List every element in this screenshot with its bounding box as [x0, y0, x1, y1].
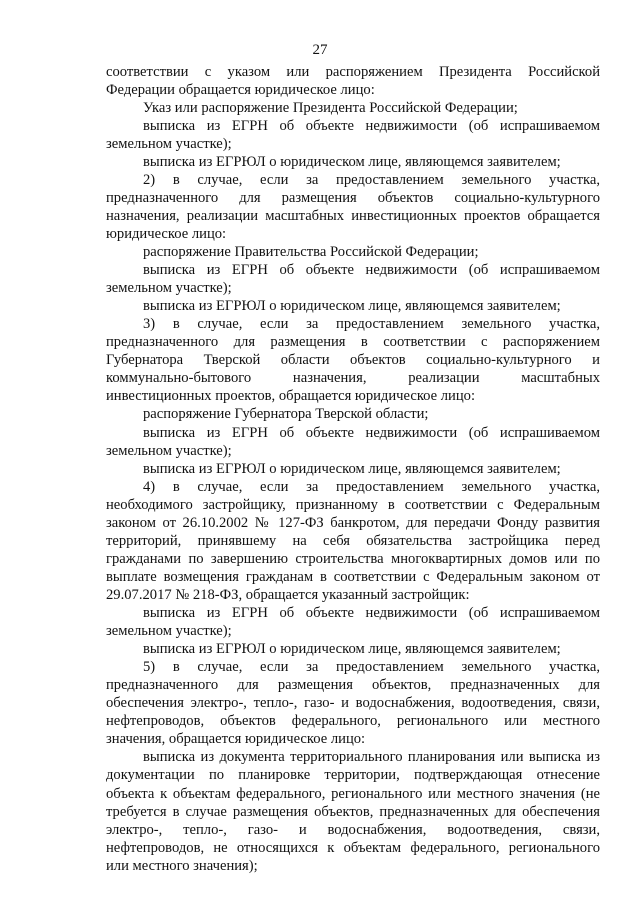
text-line: инвестиционных проектов, обращается юридическое лицо: — [106, 388, 476, 405]
text-line: обеспечения электро-, тепло-, газо- и водоснабжения, водоотведения, связи, — [106, 695, 600, 712]
text-line: Указ или распоряжение Президента Российской Федерации; — [143, 99, 518, 116]
text-line: Федерации обращается юридическое лицо: — [106, 81, 375, 98]
text-line: выписка из ЕГРН об объекте недвижимости (об испрашиваемом — [143, 262, 600, 279]
text-line: документации по планировке территории, подтверждающая отнесение — [106, 767, 600, 784]
text-line: земельном участке); — [106, 442, 232, 459]
text-line: соответствии с указом или распоряжением Президента Российской — [106, 63, 600, 80]
text-line: выписка из ЕГРЮЛ о юридическом лице, являющемся заявителем; — [143, 153, 561, 170]
text-line: выписка из ЕГРН об объекте недвижимости (об испрашиваемом — [143, 117, 600, 134]
text-line: гражданами по завершению строительства многоквартирных домов или по — [106, 550, 600, 567]
text-line: выписка из документа территориального планирования или выписка из — [143, 749, 600, 766]
text-line: предназначенного для размещения в соответствии с распоряжением — [106, 334, 600, 351]
text-line: выписка из ЕГРН об объекте недвижимости (об испрашиваемом — [143, 424, 600, 441]
text-line: выписка из ЕГРЮЛ о юридическом лице, являющемся заявителем; — [143, 641, 561, 658]
text-line: Губернатора Тверской области объектов социально-культурного и — [106, 352, 600, 369]
text-line: юридическое лицо: — [106, 225, 227, 242]
text-line: территорий, принявшему на себя обязательства застройщика перед — [106, 532, 600, 549]
text-line: или местного значения); — [106, 857, 258, 874]
text-line: требуется в случае размещения объектов, предназначенных для обеспечения — [106, 803, 600, 820]
text-line: 29.07.2017 № 218-ФЗ, обращается указанный застройщик: — [106, 586, 470, 603]
text-line: распоряжение Правительства Российской Федерации; — [143, 244, 479, 260]
text-line: назначения, реализации масштабных инвестиционных проектов обращается — [106, 207, 600, 224]
text-line: значения, обращается юридическое лицо: — [106, 731, 366, 748]
text-line: 5) в случае, если за предоставлением земельного участка, — [143, 659, 600, 676]
page-number: 27 — [312, 42, 328, 58]
text-line: 2) в случае, если за предоставлением земельного участка, — [143, 171, 600, 188]
text-line: земельном участке); — [106, 623, 232, 640]
text-line: земельном участке); — [106, 135, 232, 152]
text-line: выписка из ЕГРН об объекте недвижимости (об испрашиваемом — [143, 605, 600, 621]
text-line: выписка из ЕГРЮЛ о юридическом лице, являющемся заявителем; — [143, 460, 561, 477]
text-line: нефтепроводов, не относящихся к объектам федерального, регионального — [106, 839, 600, 856]
text-line: распоряжение Губернатора Тверской области; — [143, 406, 429, 423]
text-line: 3) в случае, если за предоставлением земельного участка, — [143, 316, 600, 333]
text-line: предназначенного для размещения объектов социально-культурного — [106, 189, 600, 206]
text-line: объекта к объектам федерального, регионального или местного значения (не — [106, 785, 600, 802]
text-line: необходимого застройщику, признанному в соответствии с Федеральным — [106, 496, 600, 513]
text-line: предназначенного для размещения объектов, предназначенных для — [106, 677, 600, 694]
text-line: законом от 26.10.2002 № 127-ФЗ банкротом, для передачи Фонду развития — [106, 514, 600, 531]
text-line: электро-, тепло-, газо- и водоснабжения, водоотведения, связи, — [106, 821, 600, 838]
text-line: 4) в случае, если за предоставлением земельного участка, — [143, 478, 600, 495]
text-line: коммунально-бытового назначения, реализации масштабных — [106, 370, 600, 387]
text-line: земельном участке); — [106, 280, 232, 297]
text-line: нефтепроводов, объектов федерального, регионального или местного — [106, 713, 600, 730]
text-line: выписка из ЕГРЮЛ о юридическом лице, являющемся заявителем; — [143, 298, 561, 315]
text-line: выплате возмещения гражданам в соответствии с Федеральным законом от — [106, 568, 600, 585]
